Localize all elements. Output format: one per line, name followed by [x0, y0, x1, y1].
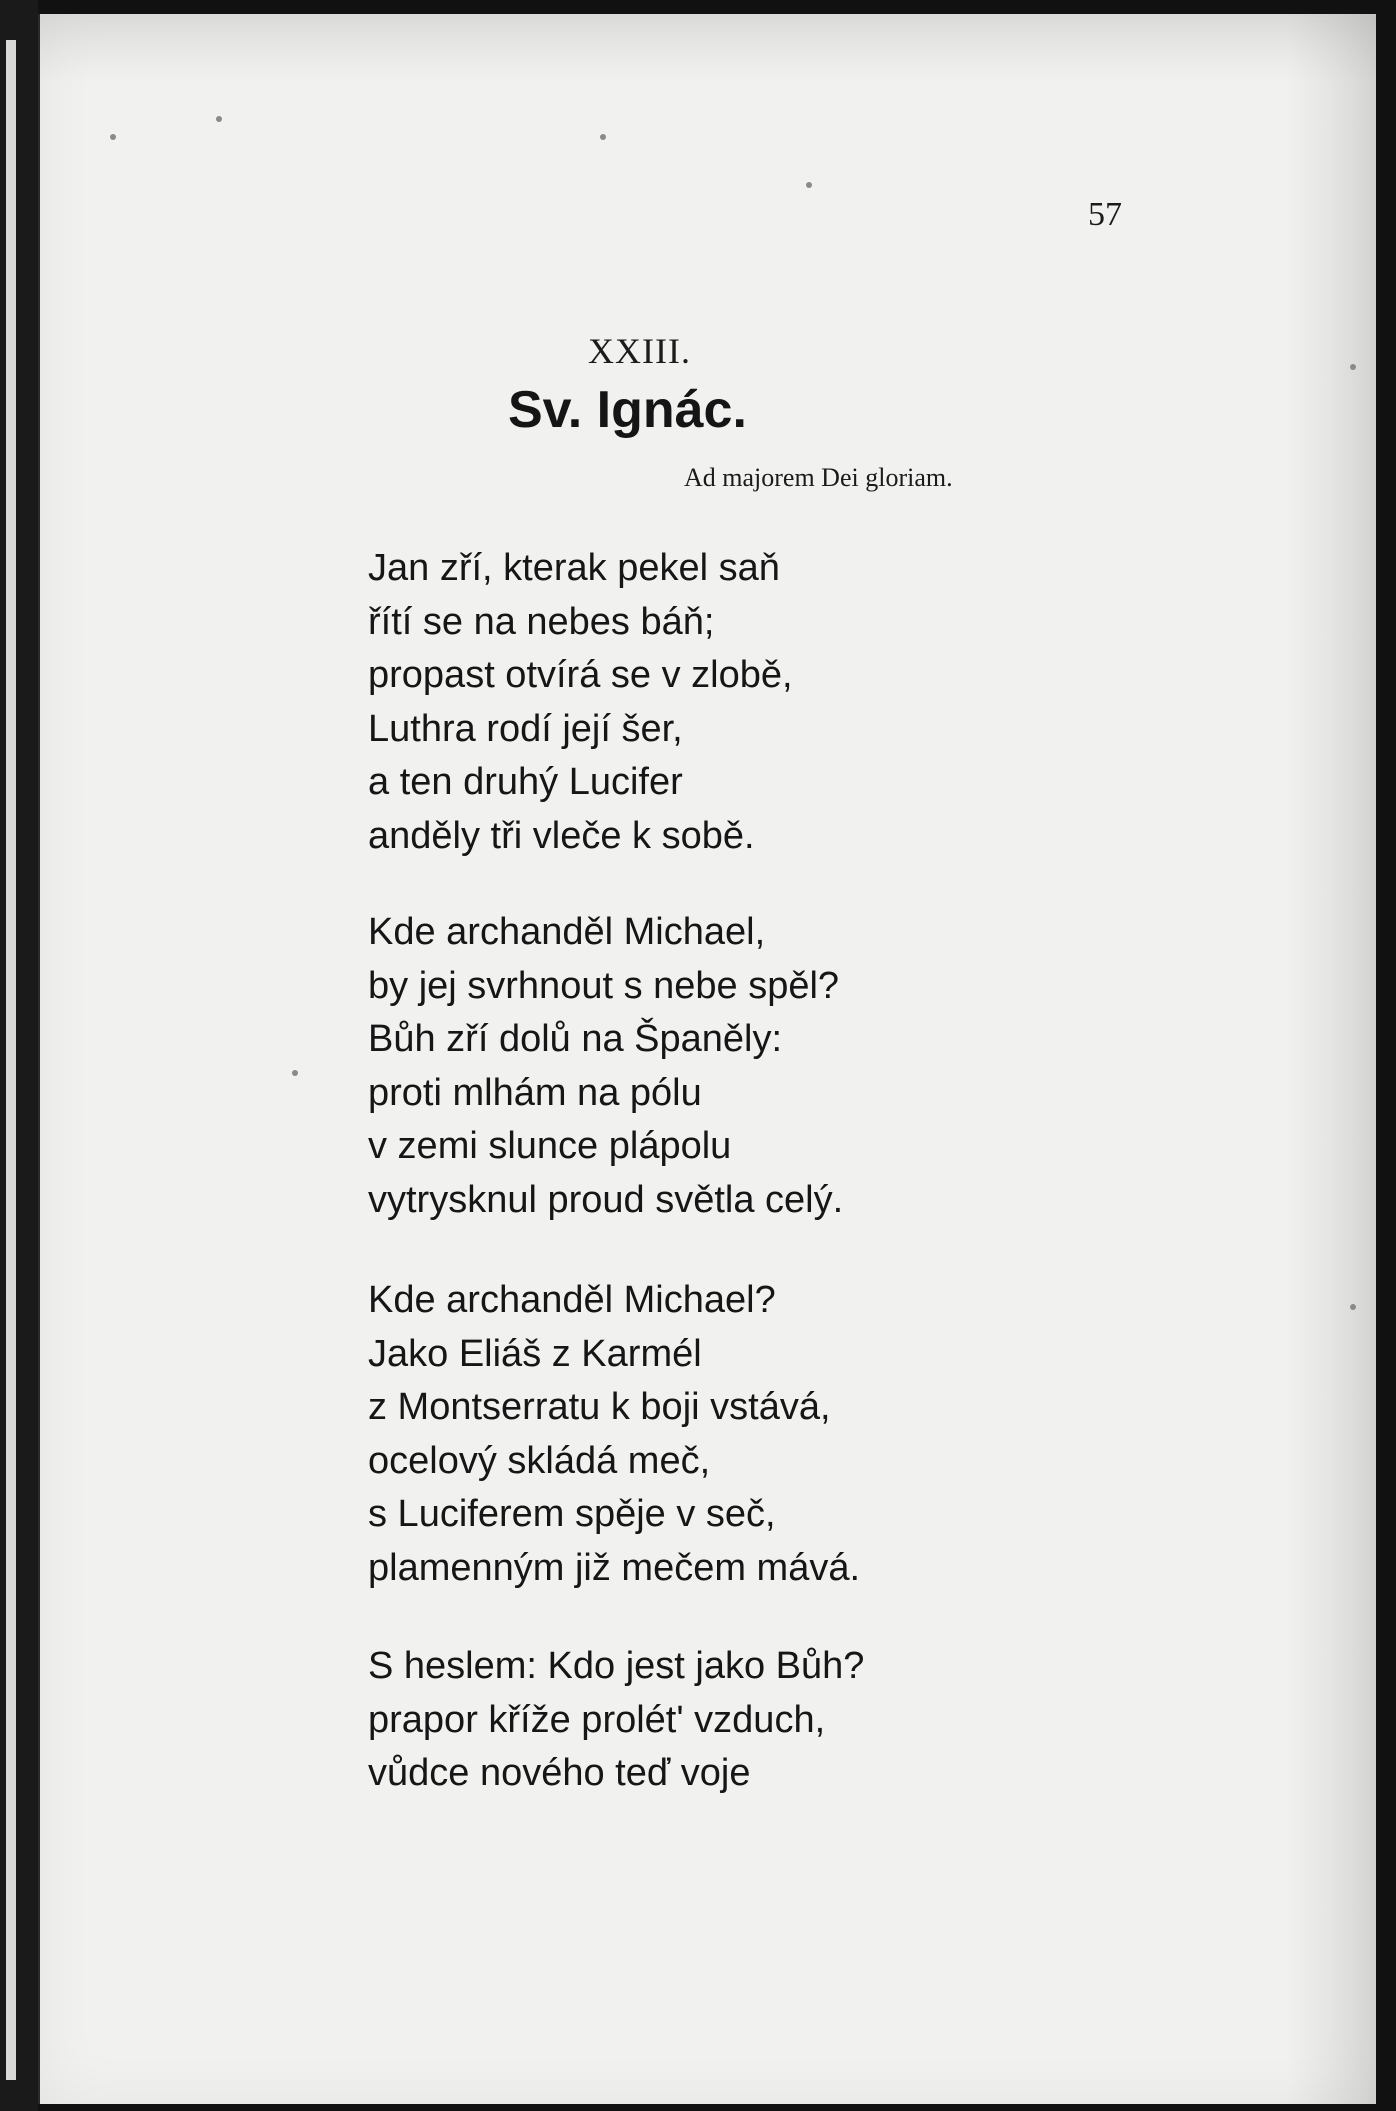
previous-page-edge — [6, 40, 16, 2080]
poem-line: a ten druhý Lucifer — [368, 761, 683, 803]
poem-line: Jan zří, kterak pekel saň — [368, 547, 780, 589]
poem-line: v zemi slunce plápolu — [368, 1125, 732, 1167]
page-number: 57 — [1088, 196, 1122, 233]
poem-line: Kde archanděl Michael? — [368, 1279, 776, 1321]
book-spine-edge — [0, 0, 38, 2111]
poem-line: prapor kříže prolét' vzduch, — [368, 1698, 826, 1741]
poem-line: by jej svrhnout s nebe spěl? — [368, 964, 840, 1007]
stanza-3 — [368, 1274, 860, 1595]
poem-line: řítí se na nebes báň; — [368, 600, 715, 643]
poem-line: ocelový skládá meč, — [368, 1439, 711, 1482]
scan-speck — [806, 182, 812, 188]
stanza-4 — [368, 1640, 864, 1801]
poem-line: proti mlhám na pólu — [368, 1071, 702, 1114]
poem-line: Luthra rodí její šer, — [368, 707, 683, 750]
scan-speck — [600, 134, 606, 140]
chapter-number: XXIII. — [588, 331, 691, 371]
scan-speck — [292, 1070, 298, 1076]
poem-title: Sv. Ignác. — [508, 381, 747, 439]
poem-line: z Montserratu k boji vstává, — [368, 1386, 831, 1428]
poem-line: anděly tři vleče k sobě. — [368, 814, 755, 857]
scan-shadow-top — [40, 14, 1376, 84]
scan-speck — [1350, 364, 1356, 370]
scan-speck — [1350, 1304, 1356, 1310]
scan-shadow-right — [1286, 14, 1376, 2104]
poem-line: s Luciferem spěje v seč, — [368, 1493, 776, 1535]
poem-line: Jako Eliáš z Karmél — [368, 1332, 702, 1375]
poem-line: vytrysknul proud světla celý. — [368, 1178, 844, 1221]
scan-speck — [216, 116, 222, 122]
stanza-2 — [368, 906, 843, 1227]
scan-speck — [110, 134, 116, 140]
poem-line: propast otvírá se v zlobě, — [368, 654, 793, 696]
poem-line: plamenným již mečem mává. — [368, 1546, 861, 1589]
poem-line: S heslem: Kdo jest jako Bůh? — [368, 1645, 865, 1687]
epigraph: Ad majorem Dei gloriam. — [684, 463, 953, 492]
poem-line: Kde archanděl Michael, — [368, 911, 766, 953]
stanza-1 — [368, 542, 793, 863]
poem-line: Bůh zří dolů na Španěly: — [368, 1018, 783, 1060]
poem-line: vůdce nového teď voje — [368, 1752, 751, 1794]
